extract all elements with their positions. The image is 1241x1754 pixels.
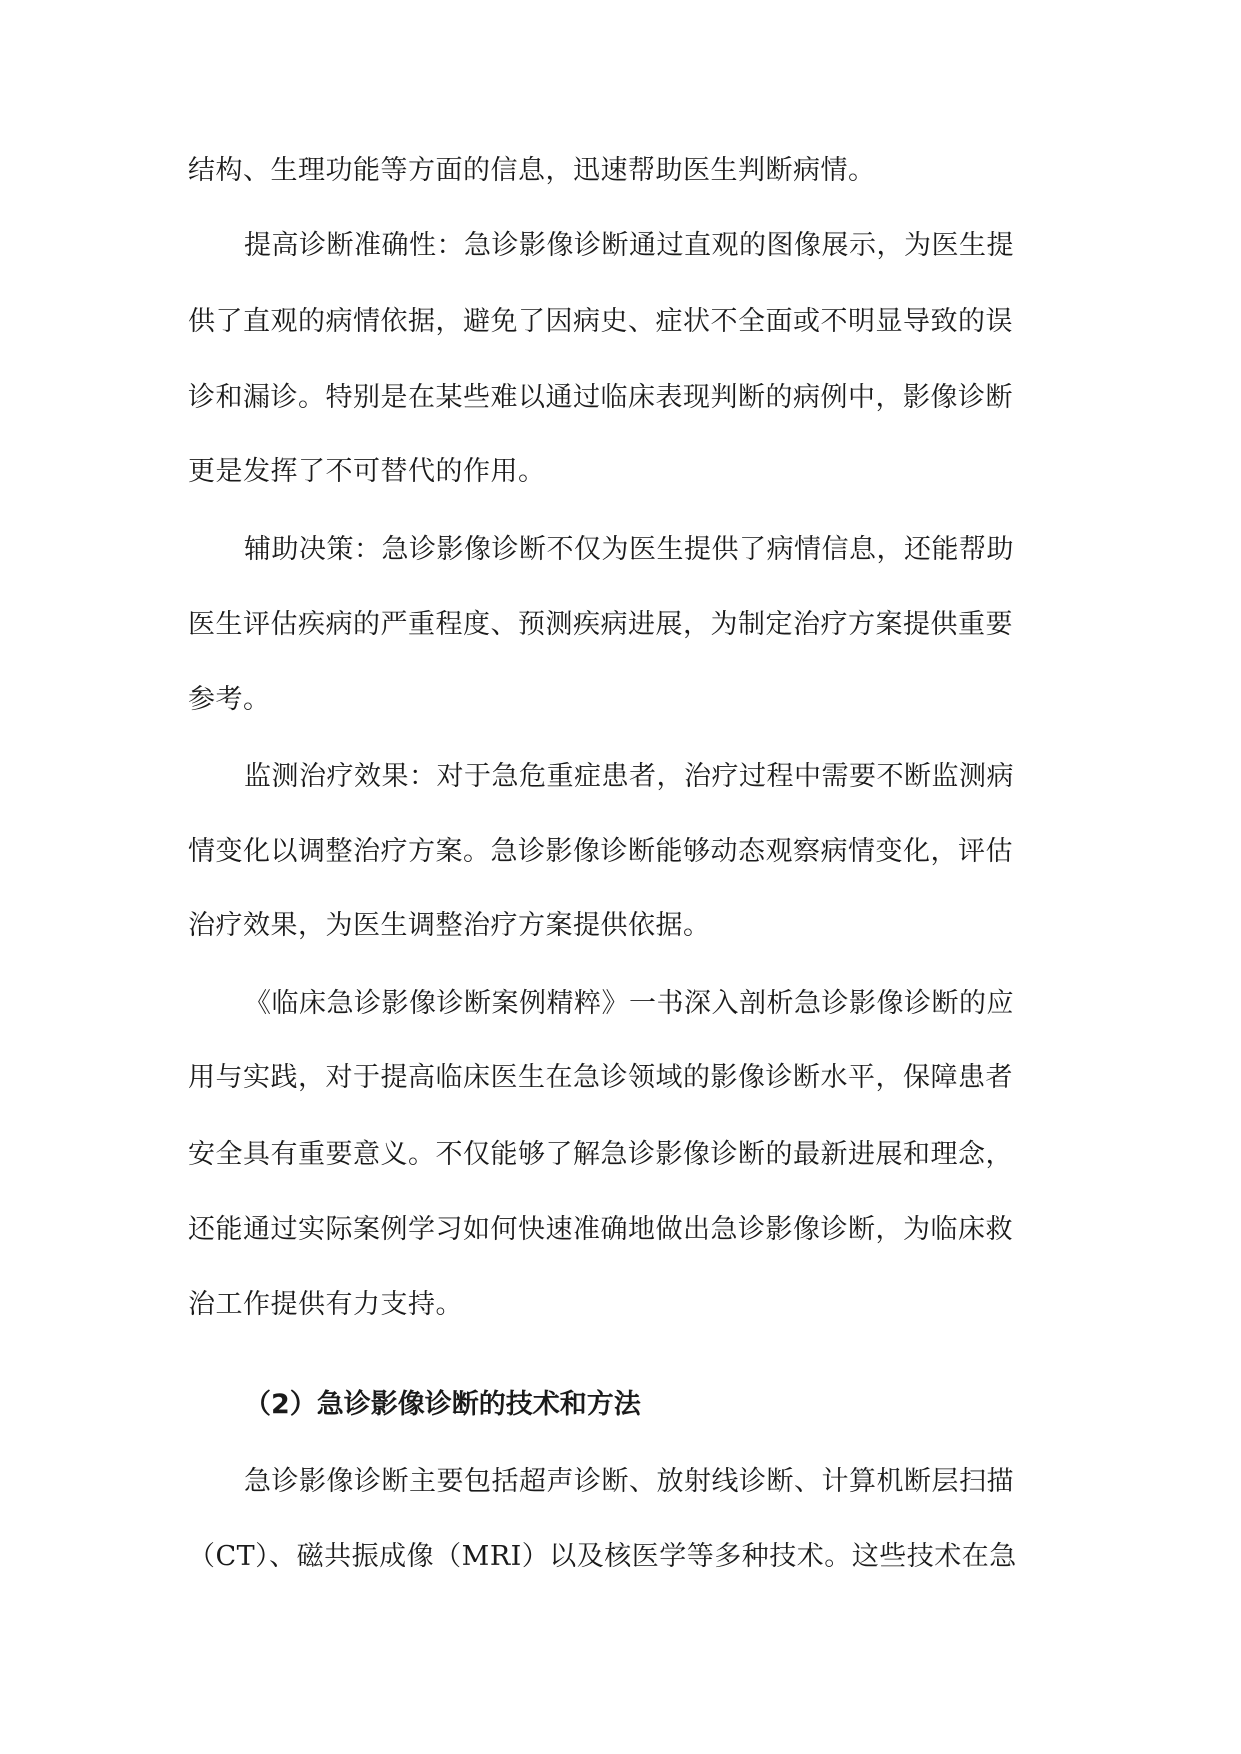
paragraph-start: 辅助决策：急诊影像诊断不仅为医生提供了病情信息，还能帮助: [244, 534, 1014, 565]
text-line: 情变化以调整治疗方案。急诊影像诊断能够动态观察病情变化，评估: [188, 836, 1013, 867]
text-line: 安全具有重要意义。不仅能够了解急诊影像诊断的最新进展和理念，: [188, 1139, 1013, 1170]
text-line: （CT）、磁共振成像（MRI）以及核医学等多种技术。这些技术在急: [188, 1541, 1017, 1572]
text-line: 治疗效果，为医生调整治疗方案提供依据。: [188, 910, 711, 941]
text-line: 治工作提供有力支持。: [188, 1289, 463, 1320]
paragraph-start: 提高诊断准确性：急诊影像诊断通过直观的图像展示，为医生提: [244, 230, 1014, 261]
section-heading: （2）急诊影像诊断的技术和方法: [244, 1389, 641, 1420]
text-line: 结构、生理功能等方面的信息，迅速帮助医生判断病情。: [188, 155, 876, 186]
text-line: 诊和漏诊。特别是在某些难以通过临床表现判断的病例中，影像诊断: [188, 382, 1013, 413]
text-line: 用与实践，对于提高临床医生在急诊领域的影像诊断水平，保障患者: [188, 1062, 1013, 1093]
paragraph-start: 监测治疗效果：对于急危重症患者，治疗过程中需要不断监测病: [244, 761, 1014, 792]
paragraph-start: 《临床急诊影像诊断案例精粹》一书深入剖析急诊影像诊断的应: [244, 988, 1014, 1019]
text-line: 更是发挥了不可替代的作用。: [188, 456, 546, 487]
text-line: 还能通过实际案例学习如何快速准确地做出急诊影像诊断，为临床救: [188, 1214, 1013, 1245]
text-line: 医生评估疾病的严重程度、预测疾病进展，为制定治疗方案提供重要: [188, 609, 1013, 640]
paragraph-start: 急诊影像诊断主要包括超声诊断、放射线诊断、计算机断层扫描: [244, 1466, 1014, 1497]
text-line: 参考。: [188, 684, 271, 715]
text-line: 供了直观的病情依据，避免了因病史、症状不全面或不明显导致的误: [188, 306, 1013, 337]
